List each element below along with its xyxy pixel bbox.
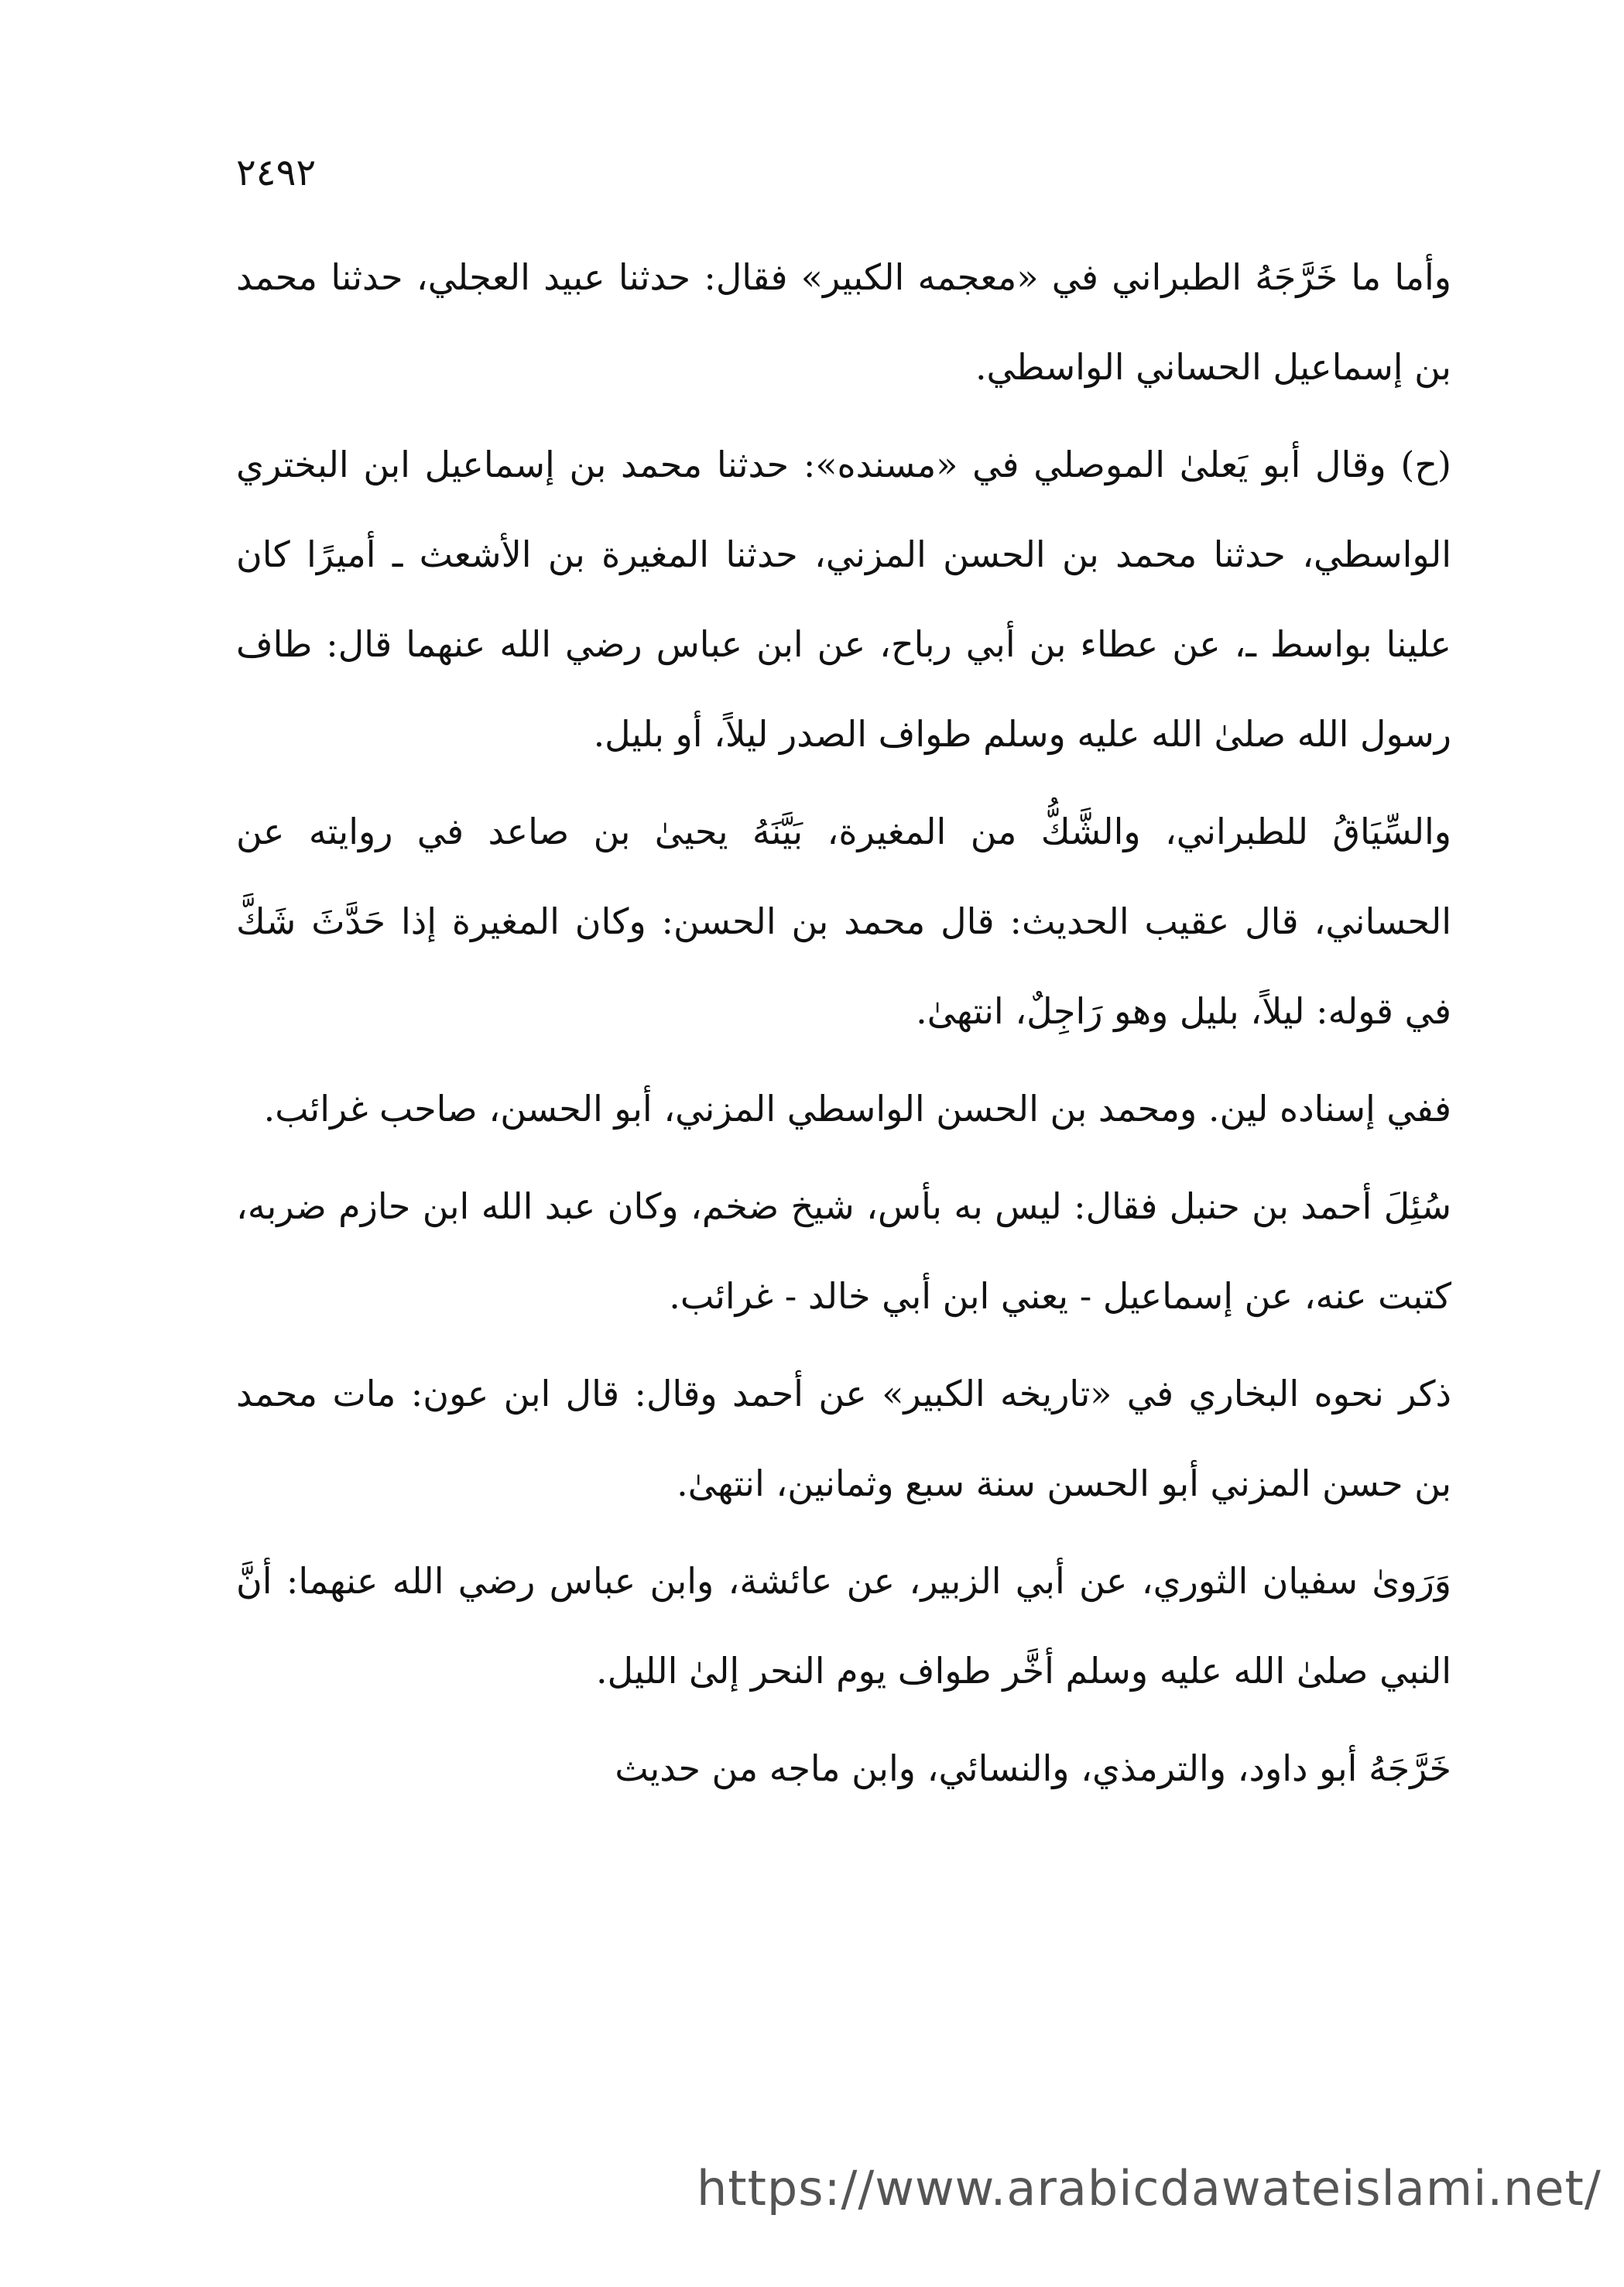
paragraph: وأما ما خَرَّجَهُ الطبراني في «معجمه الكبير» فقال: حدثنا عبيد العجلي، حدثنا محمد بن إسماعيل الحساني الواسطي. <box>236 256 1451 388</box>
paragraph: خَرَّجَهُ أبو داود، والترمذي، والنسائي، وابن ماجه من حديث <box>615 1747 1451 1789</box>
paragraph: والسِّيَاقُ للطبراني، والشَّكُّ من المغيرة، بَيَّنَهُ يحيىٰ بن صاعد في روايته عن الحساني، قال عقيب الحديث: قال محمد بن الحسن: وكان المغيرة إذا حَدَّثَ شَكَّ في قوله: ليلاً، بليل وهو رَاجِلٌ، انتهىٰ. <box>236 811 1451 1032</box>
watermark-url: https://www.arabicdawateislami.net/ <box>697 2160 1602 2217</box>
paragraph: وَرَوىٰ سفيان الثوري، عن أبي الزبير، عن عائشة، وابن عباس رضي الله عنهما: أنَّ النبي صلىٰ الله عليه وسلم أخَّر طواف يوم النحر إلىٰ الليل. <box>236 1560 1451 1692</box>
page-number: ٢٤٩٢ <box>236 151 317 194</box>
paragraph: سُئِلَ أحمد بن حنبل فقال: ليس به بأس، شيخ ضخم، وكان عبد الله ابن حازم ضربه، كتبت عنه، عن إسماعيل - يعني ابن أبي خالد - غرائب. <box>236 1185 1451 1317</box>
article-body <box>236 232 1451 1821</box>
paragraph: ذكر نحوه البخاري في «تاريخه الكبير» عن أحمد وقال: قال ابن عون: مات محمد بن حسن المزني أبو الحسن سنة سبع وثمانين، انتهىٰ. <box>236 1373 1451 1504</box>
paragraph: (ح) وقال أبو يَعلىٰ الموصلي في «مسنده»: حدثنا محمد بن إسماعيل ابن البختري الواسطي، حدثنا محمد بن الحسن المزني، حدثنا المغيرة بن الأشعث ـ أميرًا كان علينا بواسط ـ، عن عطاء بن أبي رباح، عن ابن عباس رضي الله عنهما قال: طاف رسول الله صلىٰ الله عليه وسلم طواف الصدر ليلاً، أو بليل. <box>236 444 1451 755</box>
paragraph: ففي إسناده لين. ومحمد بن الحسن الواسطي المزني، أبو الحسن، صاحب غرائب. <box>263 1088 1451 1130</box>
